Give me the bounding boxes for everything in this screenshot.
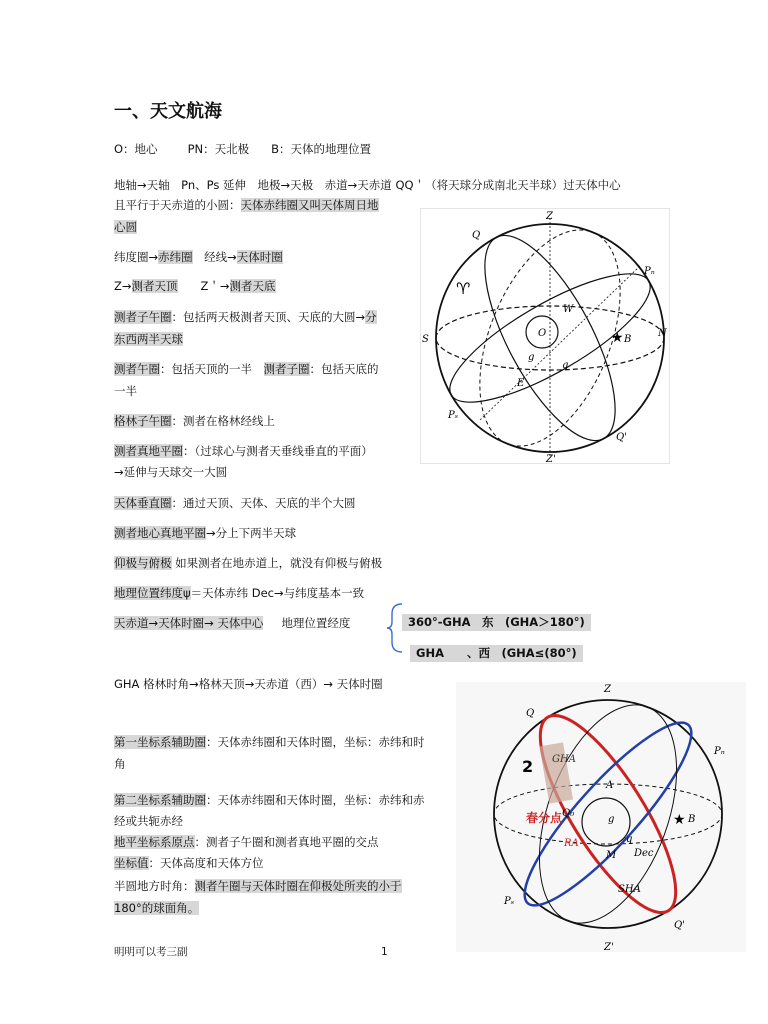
highlight-term: 测者天顶 [131, 279, 178, 293]
label-gha: GHA [552, 754, 576, 765]
label-z: Z [546, 211, 553, 222]
semicircle-hour-angle-line-2 [114, 901, 199, 916]
highlight-term: 天赤道→天体时圈→ 天体中心 [114, 616, 264, 630]
highlight-term: 测者午圈 [114, 362, 160, 376]
aries-icon: ♈ [456, 279, 471, 298]
text: 地理位置经度 [281, 616, 351, 630]
label-g: g [528, 352, 535, 363]
geo-longitude-line [114, 616, 350, 631]
declination-circle-line [114, 198, 379, 213]
star-icon: ★ [673, 812, 686, 828]
label-dec: Dec [634, 848, 654, 859]
elevated-pole-line [114, 556, 382, 571]
highlight-term: 天体时圈 [236, 250, 283, 264]
label-z-prime: Z' [604, 942, 614, 952]
label-q-prime: Q' [674, 920, 685, 931]
upper-meridian-line-2: 一半 [114, 384, 137, 398]
label-q-prime: Q' [616, 432, 627, 443]
text: 纬度圈→ [114, 250, 159, 264]
label-2: 2 [522, 757, 534, 776]
definitions-line-1 [114, 142, 371, 157]
label-e: E [517, 378, 525, 389]
text: Z＇→ [177, 279, 230, 293]
text: ：包括天底的 [309, 362, 379, 376]
meridian-line [114, 310, 377, 325]
text: 且平行于天赤道的小圆： [114, 198, 241, 212]
text: ：通过天顶、天体、天底的半个大圆 [171, 496, 356, 510]
highlight-term: 测者子圈 [263, 362, 310, 376]
geo-latitude-line [114, 586, 364, 601]
highlight-term: 心圆 [114, 220, 137, 234]
text: ＝天体赤纬 Dec→与纬度基本一致 [190, 586, 365, 600]
second-coord-line [114, 793, 425, 808]
first-coord-line-2: 角 [114, 757, 126, 771]
horizon-line-2: →延伸与天球交一大圆 [114, 465, 228, 479]
label-ra: RA [564, 838, 579, 849]
celestial-sphere-figure [420, 208, 670, 464]
highlight-term: 赤纬圈 [158, 250, 193, 264]
highlight-term: 180°的球面角。 [114, 901, 200, 915]
label-q-small: q [562, 360, 569, 371]
label-n: N [658, 328, 667, 339]
label-s: S [422, 334, 429, 345]
label-red: 春分点 [526, 811, 563, 825]
label-z-prime: Z' [546, 454, 556, 464]
declination-circle-line-2 [114, 220, 137, 235]
label-w: W [563, 304, 574, 315]
text: ：包括两天极测者天顶、天底的大圆→ [171, 310, 366, 324]
highlight-term: 天体赤纬圈又叫天体周日地 [240, 198, 379, 212]
label-pn: Pₙ [714, 746, 725, 757]
text: ：（过球心与测者天垂线垂直的平面） [183, 444, 373, 458]
highlight-term: 测者天底 [229, 279, 276, 293]
first-coord-line [114, 735, 425, 750]
def-b: B：天体的地理位置 [271, 142, 371, 156]
def-pn: PN：天北极 [187, 142, 250, 156]
gha-line: GHA 格林时角→格林天顶→天赤道（西）→ 天体时圈 [114, 677, 383, 691]
text: Z→ [114, 279, 132, 293]
highlight-term: 第一坐标系辅助圈 [114, 735, 206, 749]
text: 半圆地方时角： [114, 879, 195, 893]
page-number: 1 [381, 946, 388, 958]
label-b: B [688, 814, 696, 825]
star-icon: ★ [611, 330, 624, 346]
def-o: O：地心 [114, 142, 158, 156]
vertical-circle-line [114, 496, 356, 511]
text: ：包括天顶的一半 [160, 362, 264, 376]
label-a: A [606, 780, 614, 791]
zenith-line [114, 279, 276, 294]
highlight-term: 东西两半天球 [114, 332, 183, 346]
horizon-line [114, 444, 373, 459]
highlight-term: 测者真地平圈 [114, 444, 183, 458]
text: 经线→ [192, 250, 237, 264]
text: →分上下两半天球 [206, 526, 297, 540]
text: ：测者在格林经线上 [171, 414, 275, 428]
highlight-term: 地平坐标系原点 [114, 835, 195, 849]
highlight-term: 第二坐标系辅助圈 [114, 793, 206, 807]
section-title: 一、天文航海 [114, 101, 222, 122]
axis-line: 地轴→天轴 Pn、Ps 延伸 地极→天极 赤道→天赤道 QQ＇（将天球分成南北天半球）过天体中心 [114, 178, 621, 192]
label-z: Z [604, 684, 611, 695]
second-coord-line-2: 经或共轭赤经 [114, 814, 183, 828]
text: 如果测者在地赤道上，就没有仰极与俯极 [175, 556, 383, 570]
geocentric-horizon-line [114, 526, 296, 541]
label-q-small: q [626, 834, 633, 845]
highlight-term: 地理位置纬度ψ [114, 586, 191, 600]
label-q: Q [526, 708, 535, 719]
semicircle-hour-angle-line [114, 879, 402, 894]
label-g: g [608, 814, 615, 825]
horizon-origin-line [114, 835, 379, 850]
upper-meridian-line [114, 362, 379, 377]
coordinate-value-line [114, 856, 264, 871]
coordinate-sphere-figure [456, 682, 746, 952]
label-ps: Pₛ [448, 410, 459, 421]
text: ：测者子午圈和测者真地平圈的交点 [194, 835, 379, 849]
label-sha: SHA [618, 884, 641, 895]
meridian-line-2 [114, 332, 183, 347]
highlight-term: 坐标值 [114, 856, 149, 870]
highlight-term: 测者午圈与天体时圈在仰极处所夹的小于 [194, 879, 402, 893]
highlight-term: 测者地心真地平圈 [114, 526, 206, 540]
latitude-circle-line [114, 250, 283, 265]
label-b: B [624, 334, 632, 345]
text: ：天体赤纬圈和天体时圈，坐标：赤纬和时 [206, 735, 425, 749]
highlight-term: 格林子午圈 [114, 414, 172, 428]
highlight-term: 分 [365, 310, 377, 324]
label-m: M [606, 850, 617, 861]
text: ：天体高度和天体方位 [148, 856, 264, 870]
brace-bottom: GHA 、西 (GHA≤(80°) [410, 645, 583, 662]
label-q0: Q₀ [562, 808, 575, 819]
footer-text: 明明可以考三副 [114, 946, 188, 958]
label-q: Q [472, 230, 481, 241]
text: ：天体赤纬圈和天体时圈，坐标：赤纬和赤 [206, 793, 425, 807]
label-o: O [538, 328, 547, 339]
label-ps: Pₛ [504, 896, 515, 907]
highlight-term: 测者子午圈 [114, 310, 172, 324]
figure-background [456, 682, 746, 952]
label-pn: Pₙ [644, 266, 655, 277]
highlight-term: 天体垂直圈 [114, 496, 172, 510]
highlight-term: 仰极与俯极 [114, 556, 172, 570]
brace-top: 360°-GHA 东 (GHA＞180°) [402, 614, 591, 631]
greenwich-line [114, 414, 275, 429]
